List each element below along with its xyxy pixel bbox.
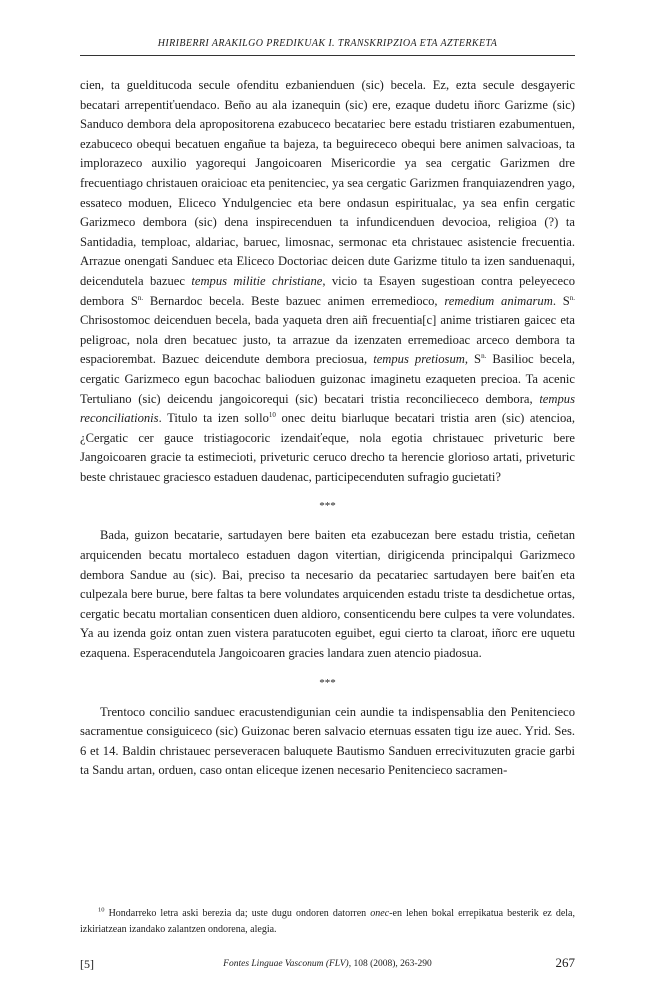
text-run: . S <box>552 293 570 308</box>
text-run: Chrisostomoc deicenduen becela, bada yaqueta dren aiñ frecuentia[c] anime tristiaren gaicec eta peligroac, nola dren becatuec justo, ta arrazue da izenzaten erremedioac arceco dembora ta espaciorembat. Bazuec deicendute dembora preciosua, <box>80 313 575 367</box>
page-number: 267 <box>555 955 575 970</box>
main-text <box>80 76 575 781</box>
footnote-number: 10 <box>98 906 105 914</box>
footnote-text: -en lehen bokal errepikatua besterik ez dela, izkiriatzean izandako zalantzen ondorena, alegia. <box>80 908 575 935</box>
latin-phrase: remedium animarum <box>444 293 553 308</box>
latin-phrase: tempus militie christiane <box>191 273 323 288</box>
journal-volume: , 108 (2008), 263-290 <box>348 959 432 969</box>
page-label: [5] <box>80 957 94 971</box>
text-run: , vicio ta Esayen sugestioan contra peleyececo dembora S <box>80 273 575 308</box>
paragraph-1 <box>80 76 575 487</box>
text-run: . Titulo ta izen sollo <box>158 411 269 426</box>
text-run: Bernardoc becela. Beste bazuec animen erremedioco, <box>143 293 445 308</box>
header-rule <box>80 55 575 56</box>
text-run: onec deitu biarluque becatari tristia aren (sic) atencioa, ¿Cergatic cer gauce tristiagocoric izendaiťeque, nola egotia christauec priveturic bere Jangoicoaren gracie ta estimecioti, priveturic ceruco drecho ta herencie glorioso artati, priveturic beste christauec graciesco estaduen daudenac, participecenduten sufragio gucietati? <box>80 411 575 484</box>
text-run: , S <box>464 352 482 367</box>
abbrev-superscript: n. <box>481 352 487 361</box>
footnote-italic: onec <box>370 908 390 919</box>
journal-title: Fontes Linguae Vasconum (FLV) <box>223 959 349 969</box>
latin-phrase: tempus pretiosum <box>373 352 465 367</box>
paragraph-3: Trentoco concilio sanduec eracustendigunian cein aundie ta indispensablia den Penitencieco sacramentue consiguiceco (sic) Guizonac beren salvacio eternuas essaten tigu ize auec. Yrid. Ses. 6 et 14. Baldin christauec perseveracen baluquete Bautismo Sanduen errecivituzuten gracie garbi ta Sandu artan, orduen, caso ontan eliceque izenen necesario Penitencieco sacramen- <box>80 704 575 778</box>
section-separator: *** <box>319 676 336 689</box>
running-head: HIRIBERRI ARAKILGO PREDIKUAK I. TRANSKRIPZIOA ETA AZTERKETA <box>157 38 498 49</box>
footnote <box>80 906 575 938</box>
paragraph-2: Bada, guizon becatarie, sartudayen bere baiten eta ezabucezan bere estadu tristia, ceñetan arquicenden becatu mortaleco estaduen dagon vitertian, dirigicenda principalqui Garizmeco dembora Sandue au (sic). Bai, preciso ta necesario da pecatariec sartudayen bere baiťen eta culpezala bere burue, bere faltas ta bere volundates arquicenden estadu triste ta desdichetue ortas, cergatic becatu mortalian consenticen duen aldioro, consenticendu bere culpes ta vere volundates. Ya au izenda goiz ontan zuen vistera paratucoten eguibet, egui cierto ta claroat, iñorc ere uquetu ezaquena. Esperacendutela Jangoicoaren gracies landara zuen atencio piadosua. <box>80 528 575 661</box>
footnote-marker[interactable]: 10 <box>268 410 276 419</box>
page-footer <box>80 955 575 975</box>
journal-citation <box>80 959 575 969</box>
latin-phrase: tempus reconciliationis <box>80 391 575 426</box>
text-run: cien, ta guelditucoda secule ofenditu ezbanienduen (sic) becela. Ez, ezta secule desgayeric becatari arrepentiťuendaco. Beño au ala izanequin (sic) ere, ezaque dudetu iñorc Garizme (sic) Sanduco dembora dela apropositorena ezabuceco becatariec bere estadu tristiaren ezabumentuen, ezabuceco obequi becatuen engañue ta bajeza, ta beguirececo obequi bere animen salvacioas, ta implorazeco auxilio yagorequi Jangoicoaren Misericordie ya sea cergatic Garizmen dre frecuentiago christauen oraicioac eta penitenciec, ya sea cergatic Garizmen franquiazendren yago, essateco moduen, Eliceco Yndulgenciec eta bere ondasun espiritualac, ya sea enfin cergatic Garizmeco dembora (sic) dena inspirecenduen ta infundicenduen devocioa, religioa (?) ta Santidadia, temploac, aldariac, baruec, limosnac, sermonac eta christauec asistencie frecuentia. Arrazue onengati Sanduec eta Eliceco Doctoriac deicen dute Garizme titulo ta izen sanduenaqui, deicendutela bazuec <box>80 78 575 288</box>
text-run: Basilioc becela, cergatic Garizmeco egun bacochac balioduen guizonac imaginetu ezaqueten precioa. Ta acenic Tertuliano (sic) deicendu jangoicorequi (sic) becatari tristia reconciliececo dembora, <box>80 352 575 406</box>
footnote-text: Hondarreko letra aski berezia da; uste dugu ondoren datorren <box>104 908 371 919</box>
section-separator: *** <box>319 500 336 513</box>
abbrev-superscript: n. <box>137 293 144 302</box>
abbrev-superscript: n. <box>569 293 575 302</box>
